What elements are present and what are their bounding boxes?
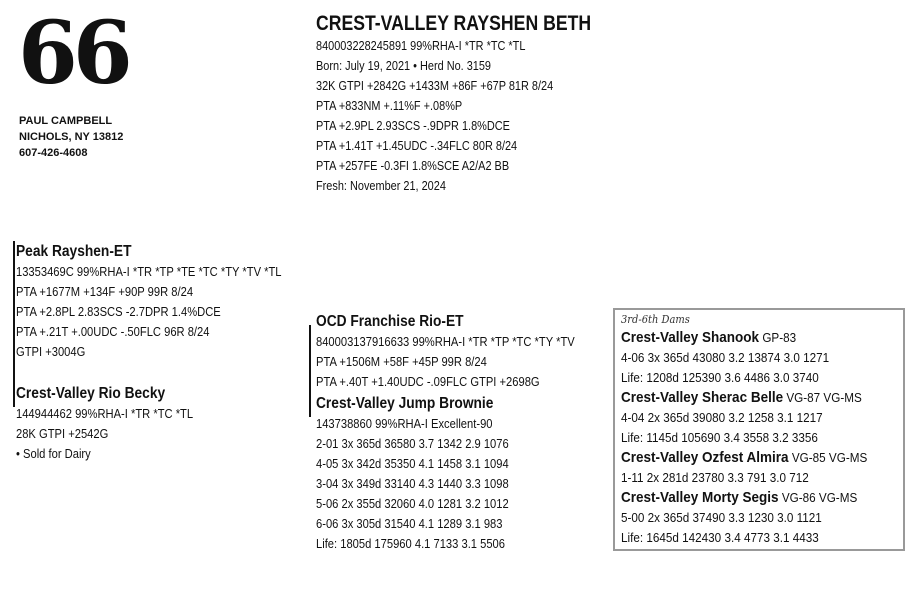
sire-line: 13353469C 99%RHA-I *TR *TP *TE *TC *TY *TV *TL — [16, 264, 282, 279]
dam-name: Crest-Valley Rio Becky — [16, 385, 166, 402]
lactation-record: 5-06 2x 355d 32060 4.0 1281 3.2 1012 — [316, 496, 509, 511]
sire-name: Peak Rayshen-ET — [16, 243, 132, 260]
dam-block — [16, 384, 193, 464]
animal-line: PTA +1.41T +1.45UDC -.34FLC 80R 8/24 — [316, 138, 518, 153]
ancestor-name: Crest-Valley Sherac Belle — [621, 389, 784, 406]
ancestor-name: Crest-Valley Ozfest Almira — [621, 449, 789, 466]
classification-score: VG-87 VG-MS — [786, 390, 862, 405]
lactation-record: 3-04 3x 349d 33140 4.3 1440 3.3 1098 — [316, 476, 509, 491]
pedigree-bracket — [309, 325, 311, 417]
dam-sire-name: OCD Franchise Rio-ET — [316, 313, 464, 330]
dam-sire-line: PTA +.40T +1.40UDC -.09FLC GTPI +2698G — [316, 374, 540, 389]
granddam-block — [316, 394, 509, 554]
consignor-name: PAUL CAMPBELL — [19, 115, 113, 127]
dam-line: 144944462 99%RHA-I *TR *TC *TL — [16, 406, 194, 421]
animal-line: Born: July 19, 2021 • Herd No. 3159 — [316, 58, 492, 73]
consignor-phone: 607-426-4608 — [19, 147, 88, 159]
granddam-line: 143738860 99%RHA-I Excellent-90 — [316, 416, 493, 431]
dam-sire-line: 840003137916633 99%RHA-I *TR *TP *TC *TY *TV — [316, 334, 575, 349]
granddam-name: Crest-Valley Jump Brownie — [316, 395, 494, 412]
animal-line: Fresh: November 21, 2024 — [316, 178, 446, 193]
consignor-location: NICHOLS, NY 13812 — [19, 131, 124, 143]
consignor-block — [19, 113, 123, 161]
sire-line: PTA +.21T +.00UDC -.50FLC 96R 8/24 — [16, 324, 210, 339]
classification-score: VG-85 VG-MS — [791, 450, 868, 465]
lactation-record: 6-06 3x 305d 31540 4.1 1289 3.1 983 — [316, 516, 503, 531]
dam-line: • Sold for Dairy — [16, 446, 91, 461]
dam-entry — [621, 448, 867, 468]
dam-line: 28K GTPI +2542G — [16, 426, 109, 441]
animal-line: PTA +833NM +.11%F +.08%P — [316, 98, 463, 113]
lifetime-record: Life: 1805d 175960 4.1 7133 3.1 5506 — [316, 536, 505, 551]
animal-line: PTA +257FE -0.3FI 1.8%SCE A2/A2 BB — [316, 158, 510, 173]
sire-line: PTA +1677M +134F +90P 99R 8/24 — [16, 284, 194, 299]
animal-block — [316, 12, 591, 196]
lactation-record: 4-05 3x 342d 35350 4.1 1458 3.1 1094 — [316, 456, 509, 471]
lactation-record: 2-01 3x 365d 36580 3.7 1342 2.9 1076 — [316, 436, 509, 451]
dam-entry — [621, 328, 867, 348]
dam-entry — [621, 488, 867, 508]
dam-entry — [621, 388, 867, 408]
animal-line: PTA +2.9PL 2.93SCS -.9DPR 1.8%DCE — [316, 118, 510, 133]
lactation-record: 1-11 2x 281d 23780 3.3 791 3.0 712 — [621, 470, 809, 485]
ancestor-name: Crest-Valley Shanook — [621, 329, 760, 346]
animal-line: 840003228245891 99%RHA-I *TR *TC *TL — [316, 38, 526, 53]
lifetime-record: Life: 1208d 125390 3.6 4486 3.0 3740 — [621, 370, 819, 385]
sire-line: GTPI +3004G — [16, 344, 86, 359]
ancestor-name: Crest-Valley Morty Segis — [621, 489, 779, 506]
sire-line: PTA +2.8PL 2.83SCS -2.7DPR 1.4%DCE — [16, 304, 221, 319]
dams-box-content — [621, 312, 867, 548]
sire-block — [16, 242, 282, 362]
dam-sire-block — [316, 312, 575, 392]
animal-line: 32K GTPI +2842G +1433M +86F +67P 81R 8/24 — [316, 78, 554, 93]
lot-number: 66 — [18, 3, 128, 104]
lactation-record: 4-04 2x 365d 39080 3.2 1258 3.1 1217 — [621, 410, 823, 425]
animal-name: CREST-VALLEY RAYSHEN BETH — [316, 12, 592, 35]
lactation-record: 4-06 3x 365d 43080 3.2 13874 3.0 1271 — [621, 350, 830, 365]
lifetime-record: Life: 1145d 105690 3.4 3558 3.2 3356 — [621, 430, 818, 445]
classification-score: GP-83 — [762, 330, 797, 345]
dams-box-heading: 3rd-6th Dams — [621, 313, 690, 326]
lifetime-record: Life: 1645d 142430 3.4 4773 3.1 4433 — [621, 530, 819, 545]
lactation-record: 5-00 2x 365d 37490 3.3 1230 3.0 1121 — [621, 510, 822, 525]
dam-sire-line: PTA +1506M +58F +45P 99R 8/24 — [316, 354, 487, 369]
classification-score: VG-86 VG-MS — [781, 490, 858, 505]
pedigree-bracket — [13, 241, 15, 407]
